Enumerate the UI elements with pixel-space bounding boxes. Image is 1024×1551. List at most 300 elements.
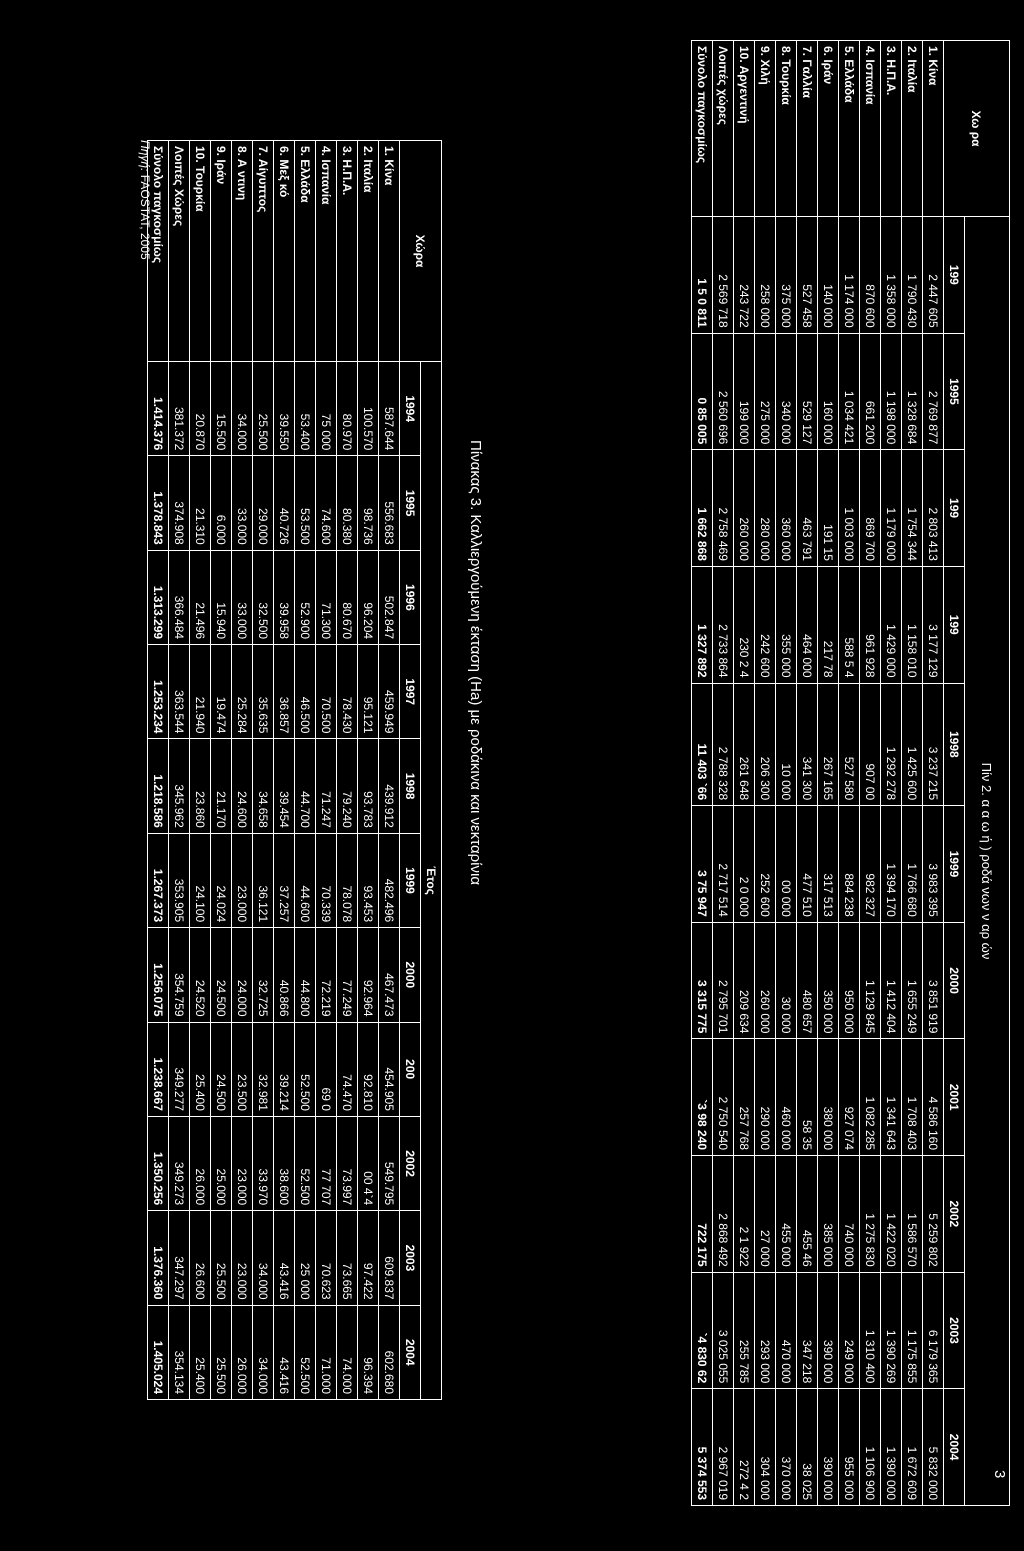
value-cell: 23.500 bbox=[232, 1022, 253, 1116]
value-cell: 74.000 bbox=[337, 1305, 358, 1399]
year-header: 2004 bbox=[400, 1305, 421, 1399]
value-cell: 70.339 bbox=[316, 833, 337, 927]
value-cell: 1 310 400 bbox=[860, 1272, 881, 1389]
value-cell: 24.500 bbox=[211, 928, 232, 1022]
value-cell: 35.635 bbox=[253, 645, 274, 739]
value-cell: 375 000 bbox=[776, 217, 797, 334]
country-header: Χώρα bbox=[400, 141, 442, 362]
value-cell: 0 85 005 bbox=[692, 333, 713, 450]
value-cell: 33.000 bbox=[232, 456, 253, 550]
value-cell: 25.000 bbox=[211, 1116, 232, 1210]
value-cell: 1 179 000 bbox=[881, 450, 902, 567]
year-header: 1996 bbox=[400, 550, 421, 644]
value-cell: 21.310 bbox=[190, 456, 211, 550]
value-cell: 1.376.360 bbox=[148, 1211, 169, 1305]
value-cell: 385 000 bbox=[818, 1156, 839, 1273]
value-cell: 44.800 bbox=[295, 928, 316, 1022]
table-row bbox=[337, 141, 358, 1400]
value-cell: 00 000 bbox=[776, 806, 797, 923]
source-label: Πηγή: bbox=[138, 140, 152, 172]
value-cell: 464 000 bbox=[797, 566, 818, 683]
value-cell: 24.100 bbox=[190, 833, 211, 927]
value-cell: 463 791 bbox=[797, 450, 818, 567]
table-row bbox=[316, 141, 337, 1400]
value-cell: 341 300 bbox=[797, 683, 818, 806]
value-cell: 1 425 600 bbox=[902, 683, 923, 806]
table-row bbox=[253, 141, 274, 1400]
value-cell: 43.416 bbox=[274, 1211, 295, 1305]
value-cell: 950 000 bbox=[839, 922, 860, 1039]
value-cell: 199 000 bbox=[734, 333, 755, 450]
value-cell: 454.905 bbox=[379, 1022, 400, 1116]
value-cell: 1.238.667 bbox=[148, 1022, 169, 1116]
value-cell: 722 175 bbox=[692, 1156, 713, 1273]
value-cell: 1 174 000 bbox=[839, 217, 860, 334]
page-number: 3 bbox=[991, 1470, 1008, 1479]
value-cell: 140 000 bbox=[818, 217, 839, 334]
value-cell: 2 795 701 bbox=[713, 922, 734, 1039]
table-row bbox=[274, 141, 295, 1400]
value-cell: 92.964 bbox=[358, 928, 379, 1022]
value-cell: 26.000 bbox=[190, 1116, 211, 1210]
value-cell: 217 78 bbox=[818, 566, 839, 683]
value-cell: 4 586 160 bbox=[923, 1039, 944, 1156]
country-cell: 7. Αίγυπτος bbox=[253, 141, 274, 362]
value-cell: 23.000 bbox=[232, 1211, 253, 1305]
country-cell: 3. Η.Π.Α. bbox=[881, 41, 902, 217]
value-cell: 11 403 `66 bbox=[692, 683, 713, 806]
value-cell: 242 600 bbox=[755, 566, 776, 683]
value-cell: 293 000 bbox=[755, 1272, 776, 1389]
value-cell: 72.219 bbox=[316, 928, 337, 1022]
value-cell: 1.378.843 bbox=[148, 456, 169, 550]
value-cell: 588 5 4 bbox=[839, 566, 860, 683]
value-cell: 27 000 bbox=[755, 1156, 776, 1273]
table-row bbox=[713, 41, 734, 1506]
value-cell: 2 569 718 bbox=[713, 217, 734, 334]
year-header: 1995 bbox=[944, 333, 965, 450]
total-row bbox=[692, 41, 713, 1506]
value-cell: 272 4 2 bbox=[734, 1389, 755, 1506]
value-cell: 1 394 170 bbox=[881, 806, 902, 923]
country-cell: 4. Ισπανία bbox=[316, 141, 337, 362]
value-cell: 40.726 bbox=[274, 456, 295, 550]
value-cell: 1 766 680 bbox=[902, 806, 923, 923]
country-cell: 9. Χιλή bbox=[755, 41, 776, 217]
country-cell: 2. Ιταλία bbox=[358, 141, 379, 362]
value-cell: 347 218 bbox=[797, 1272, 818, 1389]
value-cell: 93.453 bbox=[358, 833, 379, 927]
value-cell: 354.759 bbox=[169, 928, 190, 1022]
value-cell: 1.414.376 bbox=[148, 362, 169, 456]
value-cell: 23.860 bbox=[190, 739, 211, 833]
value-cell: 21.496 bbox=[190, 550, 211, 644]
value-cell: 15.500 bbox=[211, 362, 232, 456]
value-cell: 38.600 bbox=[274, 1116, 295, 1210]
country-cell: 6. Ιράν bbox=[818, 41, 839, 217]
value-cell: 2 560 696 bbox=[713, 333, 734, 450]
value-cell: 1 327 892 bbox=[692, 566, 713, 683]
value-cell: 24.024 bbox=[211, 833, 232, 927]
value-cell: 24.500 bbox=[211, 1022, 232, 1116]
value-cell: 69 0 bbox=[316, 1022, 337, 1116]
value-cell: 74.600 bbox=[316, 456, 337, 550]
value-cell: 2 868 492 bbox=[713, 1156, 734, 1273]
value-cell: 34.658 bbox=[253, 739, 274, 833]
value-cell: 255 785 bbox=[734, 1272, 755, 1389]
value-cell: `4 830 62 bbox=[692, 1272, 713, 1389]
value-cell: 261 648 bbox=[734, 683, 755, 806]
value-cell: 350 000 bbox=[818, 922, 839, 1039]
value-cell: 870 600 bbox=[860, 217, 881, 334]
value-cell: 609.837 bbox=[379, 1211, 400, 1305]
value-cell: 381.372 bbox=[169, 362, 190, 456]
value-cell: 33.000 bbox=[232, 550, 253, 644]
value-cell: 349.273 bbox=[169, 1116, 190, 1210]
value-cell: 97.422 bbox=[358, 1211, 379, 1305]
year-header: 1998 bbox=[944, 683, 965, 806]
value-cell: 1 422 020 bbox=[881, 1156, 902, 1273]
country-cell: 1. Κίνα bbox=[379, 141, 400, 362]
table-title: Πίν 2. α α ω ή ) ροδά νων ν αρ ών bbox=[965, 217, 1010, 1506]
value-cell: 26.600 bbox=[190, 1211, 211, 1305]
total-row bbox=[148, 141, 169, 1400]
value-cell: 280 000 bbox=[755, 450, 776, 567]
value-cell: 32.500 bbox=[253, 550, 274, 644]
table-row bbox=[860, 41, 881, 1506]
value-cell: 1 390 000 bbox=[881, 1389, 902, 1506]
value-cell: 1 412 404 bbox=[881, 922, 902, 1039]
value-cell: 527 580 bbox=[839, 683, 860, 806]
value-cell: 25.500 bbox=[211, 1211, 232, 1305]
value-cell: 480 657 bbox=[797, 922, 818, 1039]
value-cell: 1 708 403 bbox=[902, 1039, 923, 1156]
value-cell: 2 733 864 bbox=[713, 566, 734, 683]
value-cell: 2 447 605 bbox=[923, 217, 944, 334]
value-cell: 206 300 bbox=[755, 683, 776, 806]
table-row bbox=[797, 41, 818, 1506]
value-cell: 459.949 bbox=[379, 645, 400, 739]
value-cell: 92.810 bbox=[358, 1022, 379, 1116]
value-cell: 52.500 bbox=[295, 1305, 316, 1399]
source-note bbox=[138, 140, 152, 260]
value-cell: 32.981 bbox=[253, 1022, 274, 1116]
year-header: 1997 bbox=[400, 645, 421, 739]
value-cell: 2 967 019 bbox=[713, 1389, 734, 1506]
year-header: 1999 bbox=[400, 833, 421, 927]
value-cell: 257 768 bbox=[734, 1039, 755, 1156]
country-cell: 9. Ιράν bbox=[211, 141, 232, 362]
value-cell: 23.000 bbox=[232, 1116, 253, 1210]
year-header: 2000 bbox=[400, 928, 421, 1022]
value-cell: 1 655 249 bbox=[902, 922, 923, 1039]
value-cell: 1 158 010 bbox=[902, 566, 923, 683]
value-cell: 39.454 bbox=[274, 739, 295, 833]
value-cell: 5 374 553 bbox=[692, 1389, 713, 1506]
value-cell: 100.570 bbox=[358, 362, 379, 456]
value-cell: 661 200 bbox=[860, 333, 881, 450]
value-cell: 25.284 bbox=[232, 645, 253, 739]
value-cell: 374.908 bbox=[169, 456, 190, 550]
value-cell: 1 129 845 bbox=[860, 922, 881, 1039]
value-cell: 587.644 bbox=[379, 362, 400, 456]
year-header: 1999 bbox=[944, 806, 965, 923]
production-table bbox=[691, 40, 1010, 1506]
value-cell: 549.795 bbox=[379, 1116, 400, 1210]
value-cell: 907 00 bbox=[860, 683, 881, 806]
value-cell: 6.000 bbox=[211, 456, 232, 550]
year-header: 2000 bbox=[944, 922, 965, 1039]
value-cell: 70.623 bbox=[316, 1211, 337, 1305]
value-cell: 380 000 bbox=[818, 1039, 839, 1156]
value-cell: 927 074 bbox=[839, 1039, 860, 1156]
value-cell: 2 717 514 bbox=[713, 806, 734, 923]
value-cell: 26.000 bbox=[232, 1305, 253, 1399]
value-cell: 267 165 bbox=[818, 683, 839, 806]
country-cell: 8. Τουρκία bbox=[776, 41, 797, 217]
value-cell: 98.736 bbox=[358, 456, 379, 550]
table-row bbox=[839, 41, 860, 1506]
year-header: 2002 bbox=[944, 1156, 965, 1273]
value-cell: 353.905 bbox=[169, 833, 190, 927]
value-cell: 24.520 bbox=[190, 928, 211, 1022]
year-header: 199 bbox=[944, 566, 965, 683]
value-cell: 1 358 000 bbox=[881, 217, 902, 334]
table-row bbox=[776, 41, 797, 1506]
value-cell: 529 127 bbox=[797, 333, 818, 450]
value-cell: 95.121 bbox=[358, 645, 379, 739]
table-row bbox=[881, 41, 902, 1506]
value-cell: 78.078 bbox=[337, 833, 358, 927]
table-caption: Πίνακας 3. Καλλιεργούμενη έκταση (Ha) με ροδάκινα και νεκταρίνια bbox=[467, 440, 484, 885]
value-cell: 317 513 bbox=[818, 806, 839, 923]
value-cell: 96.394 bbox=[358, 1305, 379, 1399]
value-cell: 30 000 bbox=[776, 922, 797, 1039]
country-cell: Λοιπές χώρες bbox=[713, 41, 734, 217]
country-cell: Σύνολο παγκοσμίως bbox=[148, 141, 169, 362]
value-cell: 77.249 bbox=[337, 928, 358, 1022]
year-header: 2001 bbox=[944, 1039, 965, 1156]
value-cell: 1 429 000 bbox=[881, 566, 902, 683]
year-header: 1998 bbox=[400, 739, 421, 833]
value-cell: 160 000 bbox=[818, 333, 839, 450]
value-cell: 20.870 bbox=[190, 362, 211, 456]
value-cell: 230 2 4 bbox=[734, 566, 755, 683]
value-cell: 1 586 570 bbox=[902, 1156, 923, 1273]
value-cell: 482.496 bbox=[379, 833, 400, 927]
year-header: 2004 bbox=[944, 1389, 965, 1506]
value-cell: 455 000 bbox=[776, 1156, 797, 1273]
value-cell: 3 237 215 bbox=[923, 683, 944, 806]
table-row bbox=[818, 41, 839, 1506]
value-cell: 1 662 868 bbox=[692, 450, 713, 567]
table-row bbox=[169, 141, 190, 1400]
value-cell: 209 634 bbox=[734, 922, 755, 1039]
value-cell: 40.866 bbox=[274, 928, 295, 1022]
value-cell: 36.121 bbox=[253, 833, 274, 927]
year-header-row bbox=[944, 41, 965, 1506]
value-cell: 304 000 bbox=[755, 1389, 776, 1506]
value-cell: 39.214 bbox=[274, 1022, 295, 1116]
year-header: 1994 bbox=[400, 362, 421, 456]
value-cell: 15.940 bbox=[211, 550, 232, 644]
value-cell: 46.500 bbox=[295, 645, 316, 739]
year-header: 2003 bbox=[944, 1272, 965, 1389]
value-cell: 33.970 bbox=[253, 1116, 274, 1210]
value-cell: 5 832 000 bbox=[923, 1389, 944, 1506]
value-cell: 6 179 365 bbox=[923, 1272, 944, 1389]
value-cell: 3 177 129 bbox=[923, 566, 944, 683]
value-cell: 1 5 0 811 bbox=[692, 217, 713, 334]
value-cell: 1 034 421 bbox=[839, 333, 860, 450]
value-cell: 884 238 bbox=[839, 806, 860, 923]
year-header: 2002 bbox=[400, 1116, 421, 1210]
country-cell: Σύνολο παγκοσμίως bbox=[692, 41, 713, 217]
value-cell: 24.000 bbox=[232, 928, 253, 1022]
value-cell: 477 510 bbox=[797, 806, 818, 923]
year-header: 1995 bbox=[400, 456, 421, 550]
value-cell: 390 000 bbox=[818, 1272, 839, 1389]
value-cell: 390 000 bbox=[818, 1389, 839, 1506]
value-cell: 3 851 919 bbox=[923, 922, 944, 1039]
table-row bbox=[755, 41, 776, 1506]
value-cell: 80.380 bbox=[337, 456, 358, 550]
value-cell: 71.000 bbox=[316, 1305, 337, 1399]
value-cell: 2 1 922 bbox=[734, 1156, 755, 1273]
value-cell: 25.400 bbox=[190, 1022, 211, 1116]
value-cell: 25.500 bbox=[253, 362, 274, 456]
country-cell: 3. Η.Π.Α. bbox=[337, 141, 358, 362]
value-cell: 44.700 bbox=[295, 739, 316, 833]
value-cell: 1 790 430 bbox=[902, 217, 923, 334]
value-cell: 37.257 bbox=[274, 833, 295, 927]
source-text: FAOSTAT, 2005 bbox=[138, 171, 152, 260]
value-cell: 1.256.075 bbox=[148, 928, 169, 1022]
value-cell: 1 198 000 bbox=[881, 333, 902, 450]
value-cell: 3 025 055 bbox=[713, 1272, 734, 1389]
value-cell: 1.405.024 bbox=[148, 1305, 169, 1399]
cultivated-area-table bbox=[147, 140, 442, 1400]
table-row bbox=[923, 41, 944, 1506]
value-cell: 52.500 bbox=[295, 1022, 316, 1116]
country-cell: Λοιπές Χώρες bbox=[169, 141, 190, 362]
value-cell: 345.962 bbox=[169, 739, 190, 833]
value-cell: 96.204 bbox=[358, 550, 379, 644]
value-cell: 1 003 000 bbox=[839, 450, 860, 567]
value-cell: 3 315 775 bbox=[692, 922, 713, 1039]
table-row bbox=[358, 141, 379, 1400]
value-cell: 455 46 bbox=[797, 1156, 818, 1273]
value-cell: 77 707 bbox=[316, 1116, 337, 1210]
value-cell: 34.000 bbox=[253, 1305, 274, 1399]
value-cell: 869 700 bbox=[860, 450, 881, 567]
value-cell: 23.000 bbox=[232, 833, 253, 927]
value-cell: 36.857 bbox=[274, 645, 295, 739]
value-cell: 363.544 bbox=[169, 645, 190, 739]
country-cell: 6. Μεξ κό bbox=[274, 141, 295, 362]
value-cell: 290 000 bbox=[755, 1039, 776, 1156]
value-cell: 39.550 bbox=[274, 362, 295, 456]
value-cell: 70.500 bbox=[316, 645, 337, 739]
value-cell: 80.670 bbox=[337, 550, 358, 644]
value-cell: 355 000 bbox=[776, 566, 797, 683]
value-cell: 2 0 000 bbox=[734, 806, 755, 923]
table-row bbox=[902, 41, 923, 1506]
value-cell: 1 106 900 bbox=[860, 1389, 881, 1506]
value-cell: 74.470 bbox=[337, 1022, 358, 1116]
value-cell: 21.170 bbox=[211, 739, 232, 833]
year-header: 199 bbox=[944, 217, 965, 334]
value-cell: 354.134 bbox=[169, 1305, 190, 1399]
value-cell: 982 327 bbox=[860, 806, 881, 923]
value-cell: 80.970 bbox=[337, 362, 358, 456]
value-cell: 360 000 bbox=[776, 450, 797, 567]
value-cell: 460 000 bbox=[776, 1039, 797, 1156]
value-cell: 191 15 bbox=[818, 450, 839, 567]
value-cell: 955 000 bbox=[839, 1389, 860, 1506]
country-cell: 10. Τουρκία bbox=[190, 141, 211, 362]
value-cell: 602.680 bbox=[379, 1305, 400, 1399]
value-cell: 21.940 bbox=[190, 645, 211, 739]
value-cell: 71.300 bbox=[316, 550, 337, 644]
value-cell: 1.253.234 bbox=[148, 645, 169, 739]
value-cell: 2 803 413 bbox=[923, 450, 944, 567]
year-header: 199 bbox=[944, 450, 965, 567]
country-cell: 10. Αργεντινή bbox=[734, 41, 755, 217]
value-cell: 93.783 bbox=[358, 739, 379, 833]
value-cell: 1 082 285 bbox=[860, 1039, 881, 1156]
value-cell: 38 025 bbox=[797, 1389, 818, 1506]
value-cell: 740 000 bbox=[839, 1156, 860, 1273]
value-cell: 1 275 830 bbox=[860, 1156, 881, 1273]
value-cell: 75 000 bbox=[316, 362, 337, 456]
table-row bbox=[232, 141, 253, 1400]
value-cell: 2 769 877 bbox=[923, 333, 944, 450]
value-cell: 25.400 bbox=[190, 1305, 211, 1399]
country-cell: 4. Ισπανία bbox=[860, 41, 881, 217]
value-cell: 1 328 684 bbox=[902, 333, 923, 450]
value-cell: 961 928 bbox=[860, 566, 881, 683]
value-cell: 73.997 bbox=[337, 1116, 358, 1210]
value-cell: 2 750 540 bbox=[713, 1039, 734, 1156]
value-cell: 34.000 bbox=[253, 1211, 274, 1305]
value-cell: 1 672 609 bbox=[902, 1389, 923, 1506]
value-cell: 349.277 bbox=[169, 1022, 190, 1116]
value-cell: 340 000 bbox=[776, 333, 797, 450]
value-cell: 275 000 bbox=[755, 333, 776, 450]
value-cell: 467.473 bbox=[379, 928, 400, 1022]
value-cell: 527 458 bbox=[797, 217, 818, 334]
value-cell: 258 000 bbox=[755, 217, 776, 334]
value-cell: 502.847 bbox=[379, 550, 400, 644]
value-cell: 43.416 bbox=[274, 1305, 295, 1399]
table-row bbox=[211, 141, 232, 1400]
value-cell: 52.500 bbox=[295, 1116, 316, 1210]
value-cell: 1.313.299 bbox=[148, 550, 169, 644]
value-cell: 1.267.373 bbox=[148, 833, 169, 927]
value-cell: 347.297 bbox=[169, 1211, 190, 1305]
table-row bbox=[379, 141, 400, 1400]
value-cell: 1 754 344 bbox=[902, 450, 923, 567]
country-cell: 1. Κίνα bbox=[923, 41, 944, 217]
value-cell: 58 35 bbox=[797, 1039, 818, 1156]
year-header: 2003 bbox=[400, 1211, 421, 1305]
value-cell: 00 4`4 bbox=[358, 1116, 379, 1210]
value-cell: 29.000 bbox=[253, 456, 274, 550]
value-cell: 24.600 bbox=[232, 739, 253, 833]
value-cell: 10 000 bbox=[776, 683, 797, 806]
value-cell: 34.000 bbox=[232, 362, 253, 456]
